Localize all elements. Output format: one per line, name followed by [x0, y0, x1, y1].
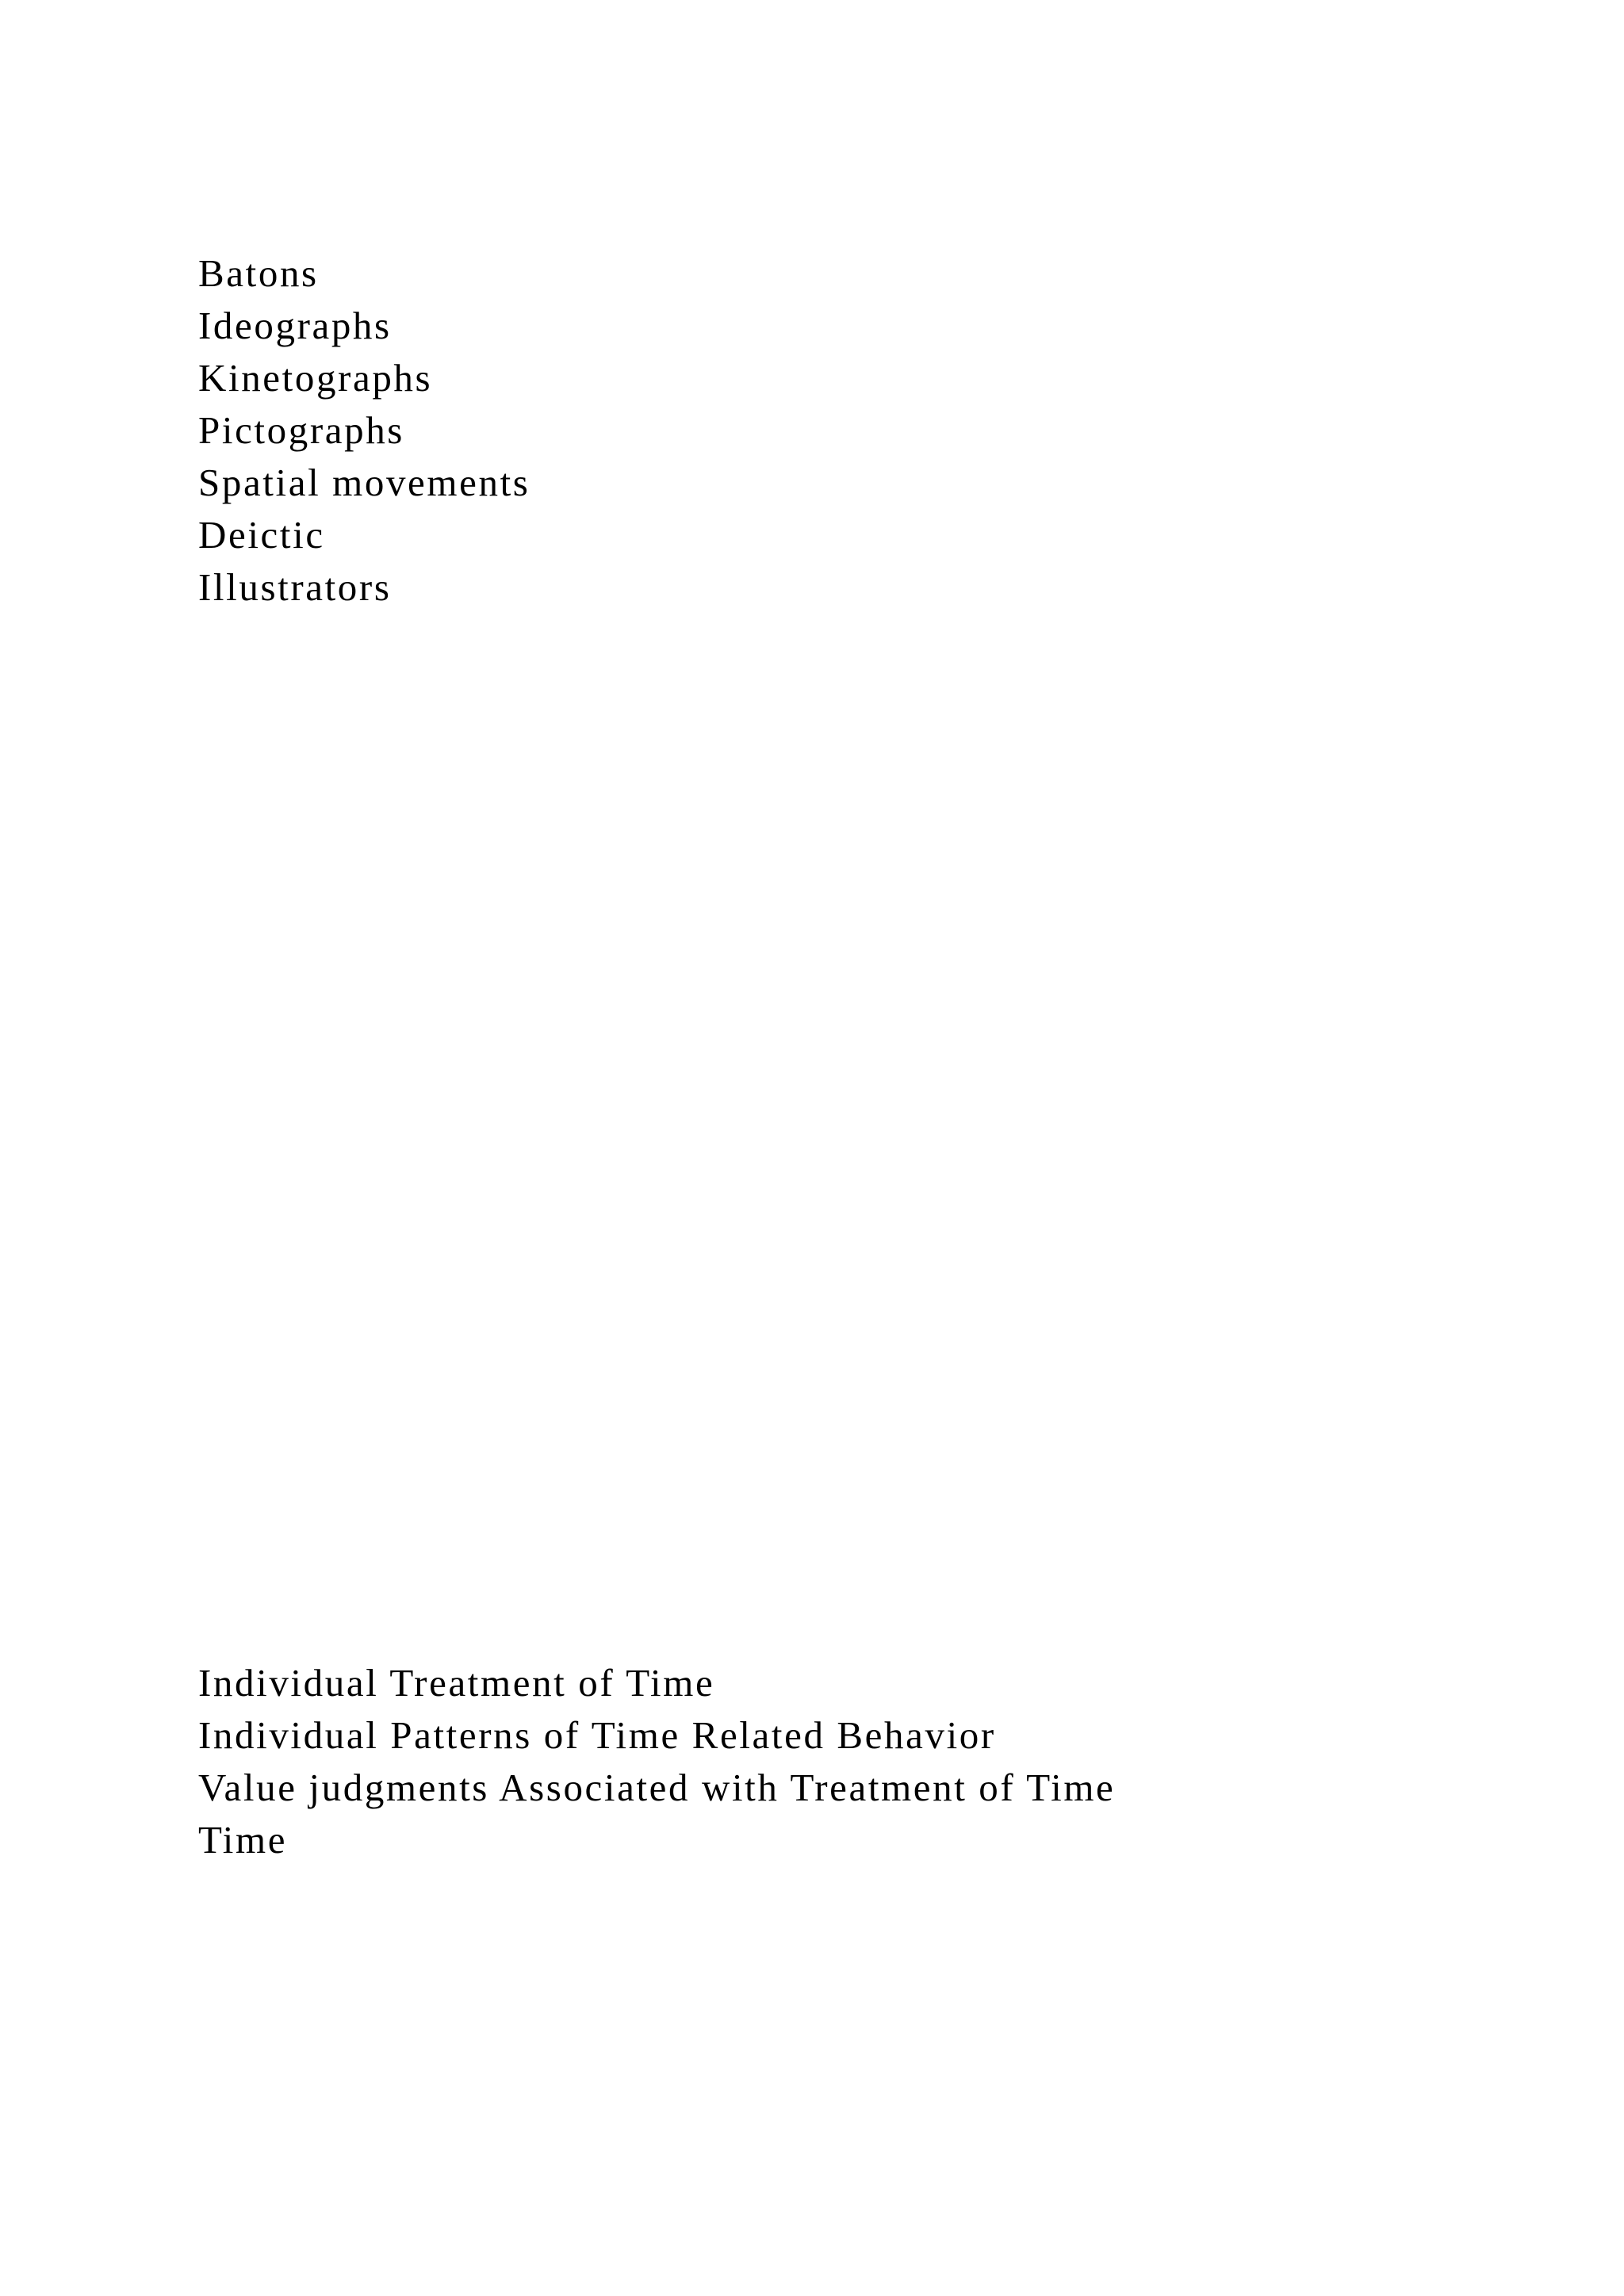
list-item: Kinetographs	[198, 356, 433, 400]
list-item: Individual Patterns of Time Related Behavior	[198, 1713, 996, 1757]
list-item: Pictographs	[198, 408, 404, 452]
list-item: Ideographs	[198, 304, 392, 347]
list-item: Illustrators	[198, 565, 392, 609]
list-item: Batons	[198, 251, 319, 295]
gesture-term-list	[198, 247, 530, 614]
list-item: Individual Treatment of Time	[198, 1661, 715, 1705]
list-item: Spatial movements	[198, 461, 530, 504]
list-item: Deictic	[198, 513, 325, 557]
time-term-list	[198, 1657, 1115, 1866]
list-item: Value judgments Associated with Treatment of Time	[198, 1766, 1116, 1809]
list-item: Time	[198, 1818, 288, 1862]
